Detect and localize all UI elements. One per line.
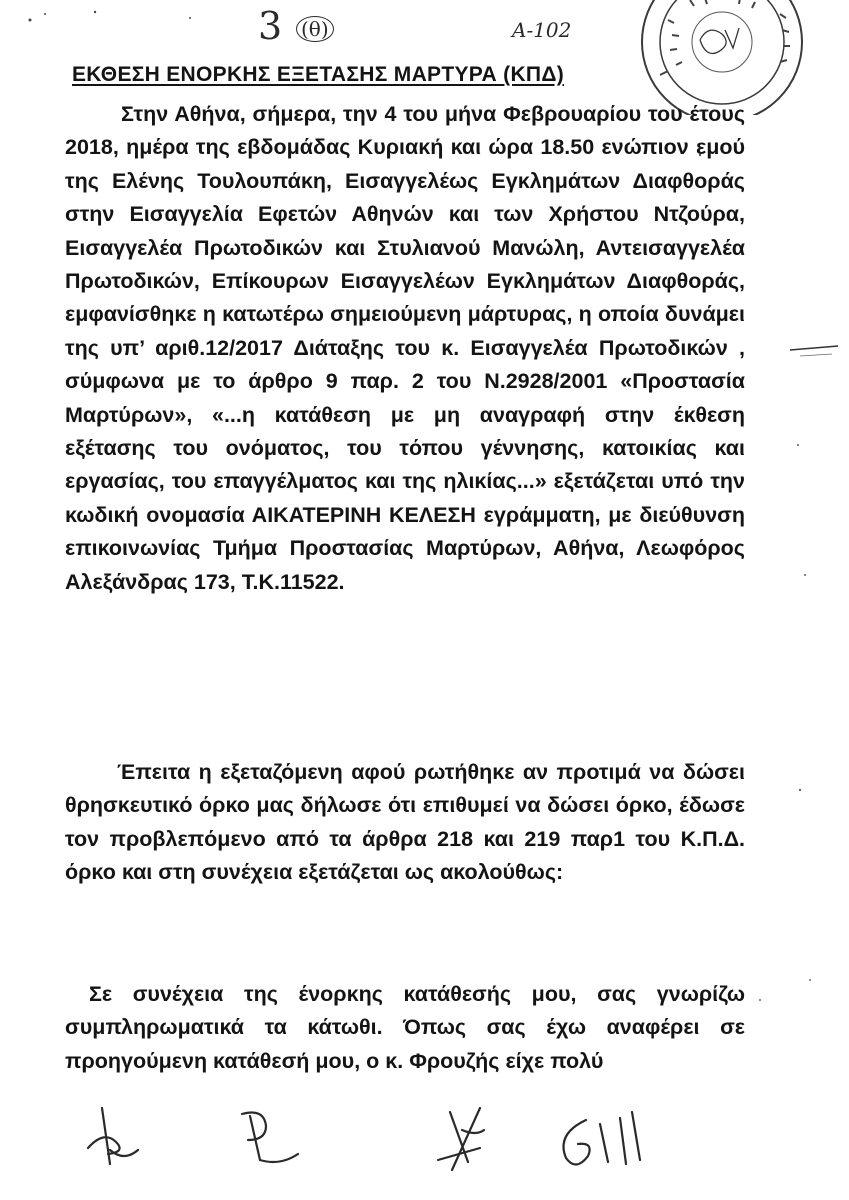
signatures-row (80, 1090, 760, 1180)
signature-2 (242, 1113, 298, 1163)
paragraph-oath: Έπειτα η εξεταζόμενη αφού ρωτήθηκε αν προτιμά να δώσει θρησκευτικό όρκο μας δήλωσε ότι επιθυμεί να δώσει όρκο, έδωσε τον προβλεπόμενο από τα άρθρα 218 και 219 παρ1 του Κ.Π.Δ. όρκο και στη συνέχεια εξετάζεται ως ακολούθως: (65, 760, 745, 885)
paragraph-intro: Στην Αθήνα, σήμερα, την 4 του μήνα Φεβρουαρίου του έτους 2018, ημέρα της εβδομάδας Κυριακή και ώρα 18.50 ενώπιον εμού της Ελένης Τουλουπάκη, Εισαγγελέως Εγκλημάτων Διαφθοράς στην Εισαγγελία Εφετών Αθηνών και των Χρήστου Ντζούρα, Εισαγγελέα Πρωτοδικών και Στυλιανού Μανώλη, Αντεισαγγελέα Πρωτοδικών, Επίκουρων Εισαγγελέων Εγκλημάτων Διαφθοράς, εμφανίσθηκε η κατωτέρω σημειούμενη μάρτυρας, η οποία δυνάμει της υπ’ αριθ.12/2017 Διάταξης του κ. Εισαγγελέα Πρωτοδικών , σύμφωνα με το άρθρο 9 παρ. 2 του Ν.2928/2001 «Προστασία Μαρτύρων», «...η κατάθεση με μη αναγραφή στην έκθεση εξέτασης του ονόματος, του τόπου γέννησης, κατοικίας και εργασίας, του επαγγέλματος και της ηλικίας...» εξετάζεται υπό την κωδική ονομασία ΑΙΚΑΤΕΡΙΝΗ ΚΕΛΕΣΗ εγράμματη, με διεύθυνση επικοινωνίας Τμήμα Προστασίας Μαρτύρων, Αθήνα, Λεωφόρος Αλεξάνδρας 173, Τ.Κ.11522. (65, 102, 745, 594)
signature-1 (88, 1108, 138, 1164)
paragraph-testimony: Σε συνέχεια της ένορκης κατάθεσής μου, σας γνωρίζω συμπληρωματικά τα κάτωθι. Όπως σας έχω αναφέρει σε προηγούμενη κατάθεσή μου, ο κ. Φρουζής είχε πολύ (65, 982, 745, 1073)
signature-4 (564, 1112, 641, 1165)
document-title: ΕΚΘΕΣΗ ΕΝΟΡΚΗΣ ΕΞΕΤΑΣΗΣ ΜΑΡΤΥΡΑ (ΚΠΔ) (72, 63, 565, 86)
handwritten-reference: Α-102 (512, 18, 572, 42)
handwritten-page-subnumber: (θ) (296, 16, 334, 42)
signature-3 (438, 1108, 484, 1170)
handwritten-page-number: 3 (258, 4, 283, 48)
